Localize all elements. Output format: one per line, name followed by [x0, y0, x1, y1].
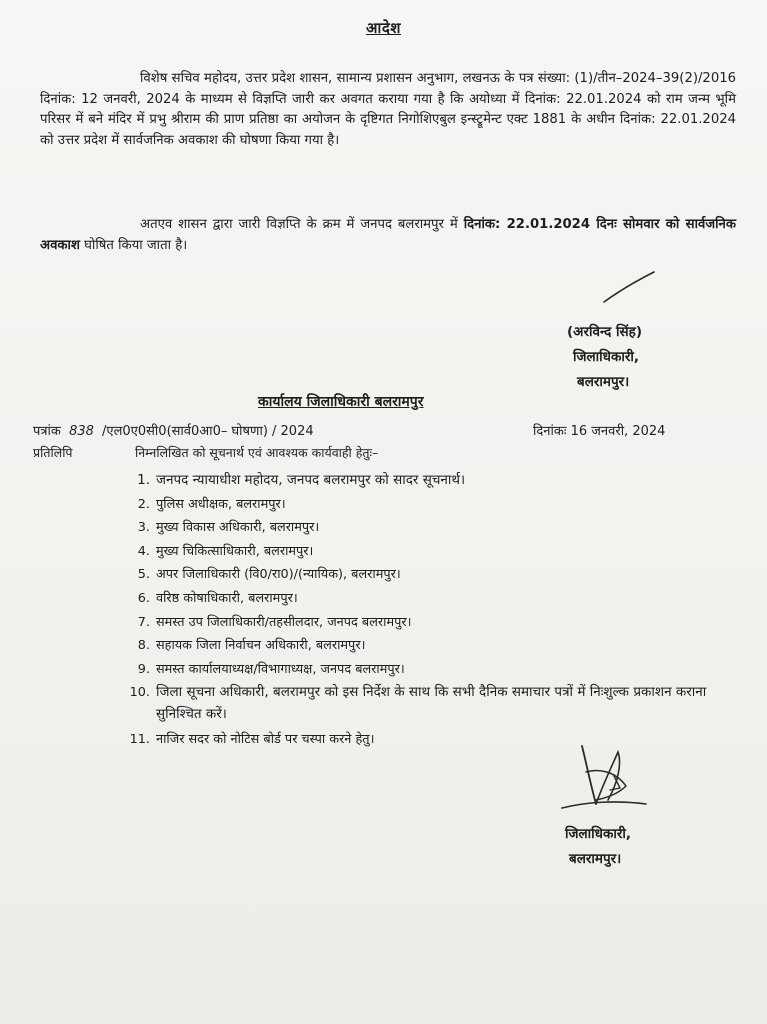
list-item: 8. सहायक जिला निर्वाचन अधिकारी, बलरामपुर।	[137, 638, 366, 654]
copy-intro: निम्नलिखित को सूचनार्थ एवं आवश्यक कार्यवाही हेतुः–	[135, 445, 379, 460]
signatory-2-block	[565, 822, 631, 872]
list-item: 4. मुख्य चिकित्साधिकारी, बलरामपुर।	[137, 543, 314, 559]
list-item: 11. नाजिर सदर को नोटिस बोर्ड पर चस्पा करने हेतु।	[129, 732, 375, 748]
order-paragraph-2	[40, 215, 736, 256]
signatory-1-name: (अरविन्द सिंह)	[567, 324, 643, 340]
signatory-1-place: बलरामपुर।	[577, 374, 630, 390]
list-item: 2. पुलिस अधीक्षक, बलरामपुर।	[137, 496, 286, 512]
copy-label: प्रतिलिपि	[33, 445, 73, 460]
reference-code: /एल0ए0सी0(सार्व0आ0– घोषणा) / 2024	[102, 424, 314, 439]
list-item: 9. समस्त कार्यालयाध्यक्ष/विभागाध्यक्ष, जनपद बलरामपुर।	[137, 661, 405, 677]
list-item: 6. वरिष्ठ कोषाधिकारी, बलरामपुर।	[137, 590, 298, 606]
list-item: 10. जिला सूचना अधिकारी, बलरामपुर को इस निर्देश के साथ कि सभी दैनिक समाचार पत्रों में निःशुल्क प्रकाशन कराना सुनिश्चित करें।	[129, 684, 707, 723]
reference-date	[533, 421, 665, 439]
distribution-list	[128, 469, 728, 752]
list-item: 1. जनपद न्यायाधीश महोदय, जनपद बलरामपुर को सादर सूचनार्थ।	[137, 472, 466, 488]
signatory-1-block	[567, 320, 642, 395]
reference-date-label: दिनांकः	[533, 424, 567, 439]
signatory-2-designation: जिलाधिकारी,	[565, 826, 631, 842]
signatory-2-place: बलरामपुर।	[569, 851, 622, 867]
reference-date-value: 16 जनवरी, 2024	[570, 424, 666, 439]
para2-highlight: दिनांक: 22.01.2024 दिनः सोमवार को सार्वजनिक अवकाश	[40, 217, 736, 253]
para2-end: घोषित किया जाता है।	[79, 237, 188, 253]
list-item: 3. मुख्य विकास अधिकारी, बलरामपुर।	[137, 520, 320, 536]
signatory-1-designation: जिलाधिकारी,	[573, 349, 639, 365]
order-paragraph-1: विशेष सचिव महोदय, उत्तर प्रदेश शासन, सामान्य प्रशासन अनुभाग, लखनऊ के पत्र संख्या: (1)/तीन–2024–39(2)/2016 दिनांक: 12 जनवरी, 2024 के माध्यम से विज्ञप्ति जारी कर अवगत कराया गया है कि अयोध्या में दिनांक: 22.01.2024 को राम जन्म भूमि परिसर में बने मंदिर में प्रभु श्रीराम की प्राण प्रतिष्ठा का अयोजन के दृष्टिगत निगोशिएबुल इन्स्ट्रूमेन्ट एक्ट 1881 के अधीन दिनांक: 22.01.2024 को उत्तर प्रदेश में सार्वजनिक अवकाश की घोषणा किया गया है।	[40, 71, 736, 148]
reference-number	[33, 421, 314, 439]
reference-label: पत्रांक	[33, 424, 61, 439]
office-heading: कार्यालय जिलाधिकारी बलरामपुर	[258, 394, 424, 410]
signature-2-image	[556, 742, 652, 816]
para2-start: अतएव शासन द्वारा जारी विज्ञप्ति के क्रम में जनपद बलरामपुर में	[140, 217, 464, 232]
reference-handwritten-number: 838	[69, 424, 94, 439]
list-item: 5. अपर जिलाधिकारी (वि0/रा0)/(न्यायिक), बलरामपुर।	[137, 567, 401, 583]
list-item: 7. समस्त उप जिलाधिकारी/तहसीलदार, जनपद बलरामपुर।	[137, 614, 412, 630]
order-title: आदेश	[366, 19, 401, 37]
signature-1-image	[600, 268, 660, 308]
